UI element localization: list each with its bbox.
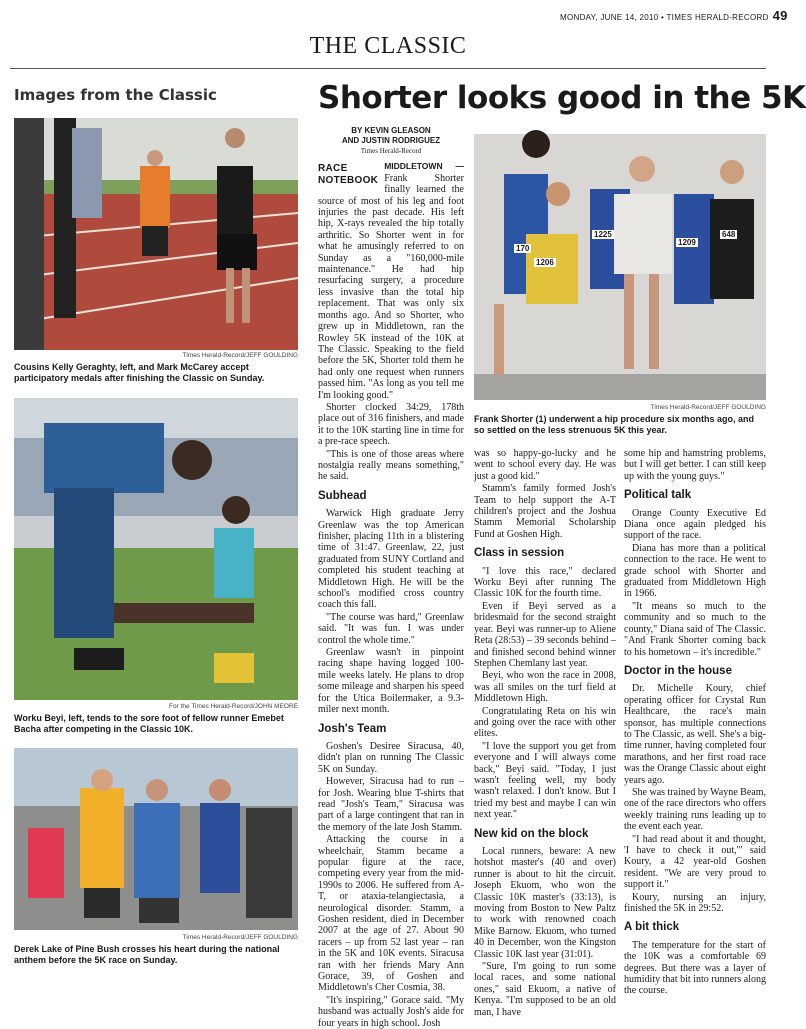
dateline: MIDDLETOWN — (384, 161, 464, 172)
col1-p5: "The course was hard," Greenlaw said. "It was fun. I was under control the whole time." (318, 611, 464, 646)
bib-1209: 1209 (678, 238, 696, 247)
photo-shorter-caption: Frank Shorter (1) underwent a hip procedure six months ago, and so settled on the less strenuous 5K this year. (474, 414, 755, 435)
col1-p10: "It's inspiring," Gorace said. "My husband was actually Josh's aide for four years in high school. Josh (318, 994, 464, 1029)
col1-p6: Greenlaw wasn't in pinpoint racing shape having logged 100-mile weeks lately. He plans to drop some mileage and sharpen his speed for the Utica Boilermaker, a 9.3-miler next month. (318, 647, 464, 716)
col2-p8: Local runners, beware: A new hotshot master's (40 and over) runner is about to hit the circuit. Joseph Ekuom, who won the Classic 10K master's (33:13), is moving from Boston to New Paltz to work with renowned coach Mike Barnow. Ekuom, who turned 40 in December, won the Kingston Classic 10K last year (31:01). (474, 846, 616, 960)
col1-p1: Frank Shorter finally learned the source of most of his leg and foot injuries the past decade. His left hip, X-rays revealed the hip totally arthritic. So Shorter went in for what he amusingly referred to on Sunday as a "160,000-mile maintenance." He had hip resurfacing surgery, a procedure less invasive than the total hip replacement. That was only six months ago. And so Shorter, who grew up in Middletown, ran the Rowley 5K instead of the 10K at The Classic. Speaking to the field before the 5K, Shorter told them he had only one request when runners passed him. "As long as you tell me I'm looking good." (318, 172, 464, 401)
col3-p7: "I had read about it and thought, 'I have to check it out,'" said Koury, a 42 year-old Goshen resident. "We are very proud to support it." (624, 833, 766, 891)
photo-anthem-image (14, 748, 298, 930)
photo-shorter-credit: Times Herald-Record/JEFF GOULDING (650, 404, 766, 411)
col2-p1: was so happy-go-lucky and he went to school every day. He was just a good kid." (474, 448, 616, 482)
article-column-3 (624, 448, 766, 997)
col3-p6: She was trained by Wayne Beam, one of the race directors who offers weekly training runs leading up to the event each year. (624, 786, 766, 833)
subhead-joshs-team: Josh's Team (318, 722, 387, 735)
article-column-2 (474, 448, 616, 1018)
page-headline: Shorter looks good in the 5K (318, 80, 806, 116)
photo-beyi-caption: Worku Beyi, left, tends to the sore foot of fellow runner Emebet Bacha after competing in the Classic 10K. (14, 713, 284, 734)
col1-p8: However, Siracusa had to run – for Josh. Wearing blue T-shirts that read "Josh's Team," Siracusa was part of a large contingent that ran in the memory of the late Josh Stamm. (318, 776, 464, 833)
photo-shorter (474, 134, 766, 400)
col2-p5: Beyi, who won the race in 2008, was all smiles on the turf field at Middletown High. (474, 670, 616, 705)
subhead-new-kid: New kid on the block (474, 827, 589, 840)
article-column-1 (318, 126, 464, 1029)
bib-1206: 1206 (536, 258, 554, 267)
col1-p7: Goshen's Desiree Siracusa, 40, didn't plan on running The Classic 5K on Sunday. (318, 740, 464, 775)
col2-p3: "I love this race," declared Worku Beyi after running The Classic 10K for the fourth time. (474, 565, 616, 600)
race-notebook-line2: NOTEBOOK (318, 175, 379, 187)
photo-medals-credit: Times Herald-Record/JEFF GOULDING (182, 352, 298, 359)
photo-anthem-credit: Times Herald-Record/JEFF GOULDING (182, 934, 298, 941)
col3-p9: The temperature for the start of the 10K was a comfortable 69 degrees. But there was a layer of humidity that bit into runners along the course. (624, 939, 766, 997)
header-rule (10, 68, 766, 69)
photo-medals-image (14, 118, 298, 350)
subhead-doctor-in-the-house: Doctor in the house (624, 664, 732, 677)
col3-p5: Dr. Michelle Koury, chief operating officer for Crystal Run Healthcare, the race's main sponsor, has multiple connections to The Classic, as well. She's a big-time runner, having completed four marathons, and her first road race was the Orange Classic about eight years ago. (624, 683, 766, 786)
race-notebook-line1: RACE (318, 163, 348, 175)
byline-authors-1: BY KEVIN GLEASON (351, 126, 431, 135)
photo-beyi (14, 398, 298, 700)
byline-authors-2: AND JUSTIN RODRIGUEZ (341, 136, 441, 145)
photo-medals-caption: Cousins Kelly Geraghty, left, and Mark McCarey accept participatory medals after finishing the Classic on Sunday. (14, 362, 265, 383)
photo-beyi-image (14, 398, 298, 700)
col2-p4: Even if Beyi served as a bridesmaid for the second straight year. Beyi was runner-up to Aliene Reta (28:53) – 39 seconds behind – and finished second behind winner Stephen Chemlany last year. (474, 600, 616, 669)
byline-paper: Times Herald-Record (360, 147, 422, 155)
col2-p2: Stamm's family formed Josh's Team to help support the A-T children's project and the Joshua Stamm Memorial Scholarship Fund at Goshen High. (474, 483, 616, 540)
lede-paragraph (318, 161, 464, 401)
bib-648: 648 (722, 230, 736, 239)
col2-p9: "Sure, I'm going to run some local races, and some national ones," said Ekuom, a native of Kenya. "I'm supposed to be an old man, I have (474, 961, 616, 1018)
col2-p7: "I love the support you get from everyone and I will always come back," Beyi said. "Today, I just wasn't feeling well, my body wasn't relaxed. I don't know. But I tried my best and maybe I can win next year." (474, 740, 616, 821)
col1-p3: "This is one of those areas where nostalgia really means something," he said. (318, 448, 464, 483)
photo-beyi-credit: For the Times Herald-Record/JOHN MEORE (169, 703, 298, 710)
col3-p4: "It means so much to the community and so much to the county," Diana said of The Classic. "And Frank Shorter coming back to his hometown – it's incredible." (624, 600, 766, 658)
col3-p1: some hip and hamstring problems, but I will get better. I can still keep up with the young guys." (624, 448, 766, 482)
col1-p4: Warwick High graduate Jerry Greenlaw was the top American finisher, placing 11th in a blistering time of 31:47. Greenlaw, 22, just graduated from SUNY Cortland and completed his student teaching at Middletown High. He will be the school's modified cross country coach this fall. (318, 508, 464, 611)
col1-p2: Shorter clocked 34:29, 178th place out of 316 finishers, and made it to the 10K starting line in time for a pre-race speech. (318, 401, 464, 448)
photo-anthem (14, 748, 298, 930)
col3-p8: Koury, nursing an injury, finished the 5K in 29:52. (624, 891, 766, 915)
bib-rack (474, 134, 766, 400)
bib-170: 170 (516, 244, 530, 253)
col2-p6: Congratulating Reta on his win and going over the race with other elites. (474, 705, 616, 740)
col1-p9: Attacking the course in a wheelchair, Stamm became a popular figure at the race, competing every year from the mid-1990s to 2006. He suffered from A-T, or ataxia-telangiectasia, a neurological disorder. Stamm, a Goshen resident, died in December 2007 at the age of 27. About 90 racers – up from 52 last year – ran in the 5K and 10K events. Siracusa ran with her friends Mary Ann Gorace, 39, of Goshen and Middletown's Cher Cosmia, 38. (318, 834, 464, 994)
masthead-date-paper: MONDAY, JUNE 14, 2010 • TIMES HERALD-RECORD (560, 13, 769, 22)
page-number: 49 (772, 8, 788, 23)
subhead-subhead: Subhead (318, 489, 367, 502)
race-notebook-label (318, 163, 378, 187)
col3-p3: Diana has more than a political connection to the race. He went to grade school with Shorter and graduated from Middletown High in 1966. (624, 542, 766, 600)
subhead-political-talk: Political talk (624, 489, 692, 502)
masthead (560, 8, 788, 23)
subhead-class-in-session: Class in session (474, 547, 565, 560)
subhead-a-bit-thick: A bit thick (624, 921, 680, 934)
photo-anthem-caption: Derek Lake of Pine Bush crosses his heart during the national anthem before the 5K race on Sunday. (14, 944, 280, 965)
section-title: THE CLASSIC (309, 33, 467, 59)
photo-medals (14, 118, 298, 350)
bib-1225: 1225 (594, 230, 612, 239)
col3-p2: Orange County Executive Ed Diana once again pledged his support of the race. (624, 507, 766, 542)
images-header: Images from the Classic (14, 86, 217, 104)
